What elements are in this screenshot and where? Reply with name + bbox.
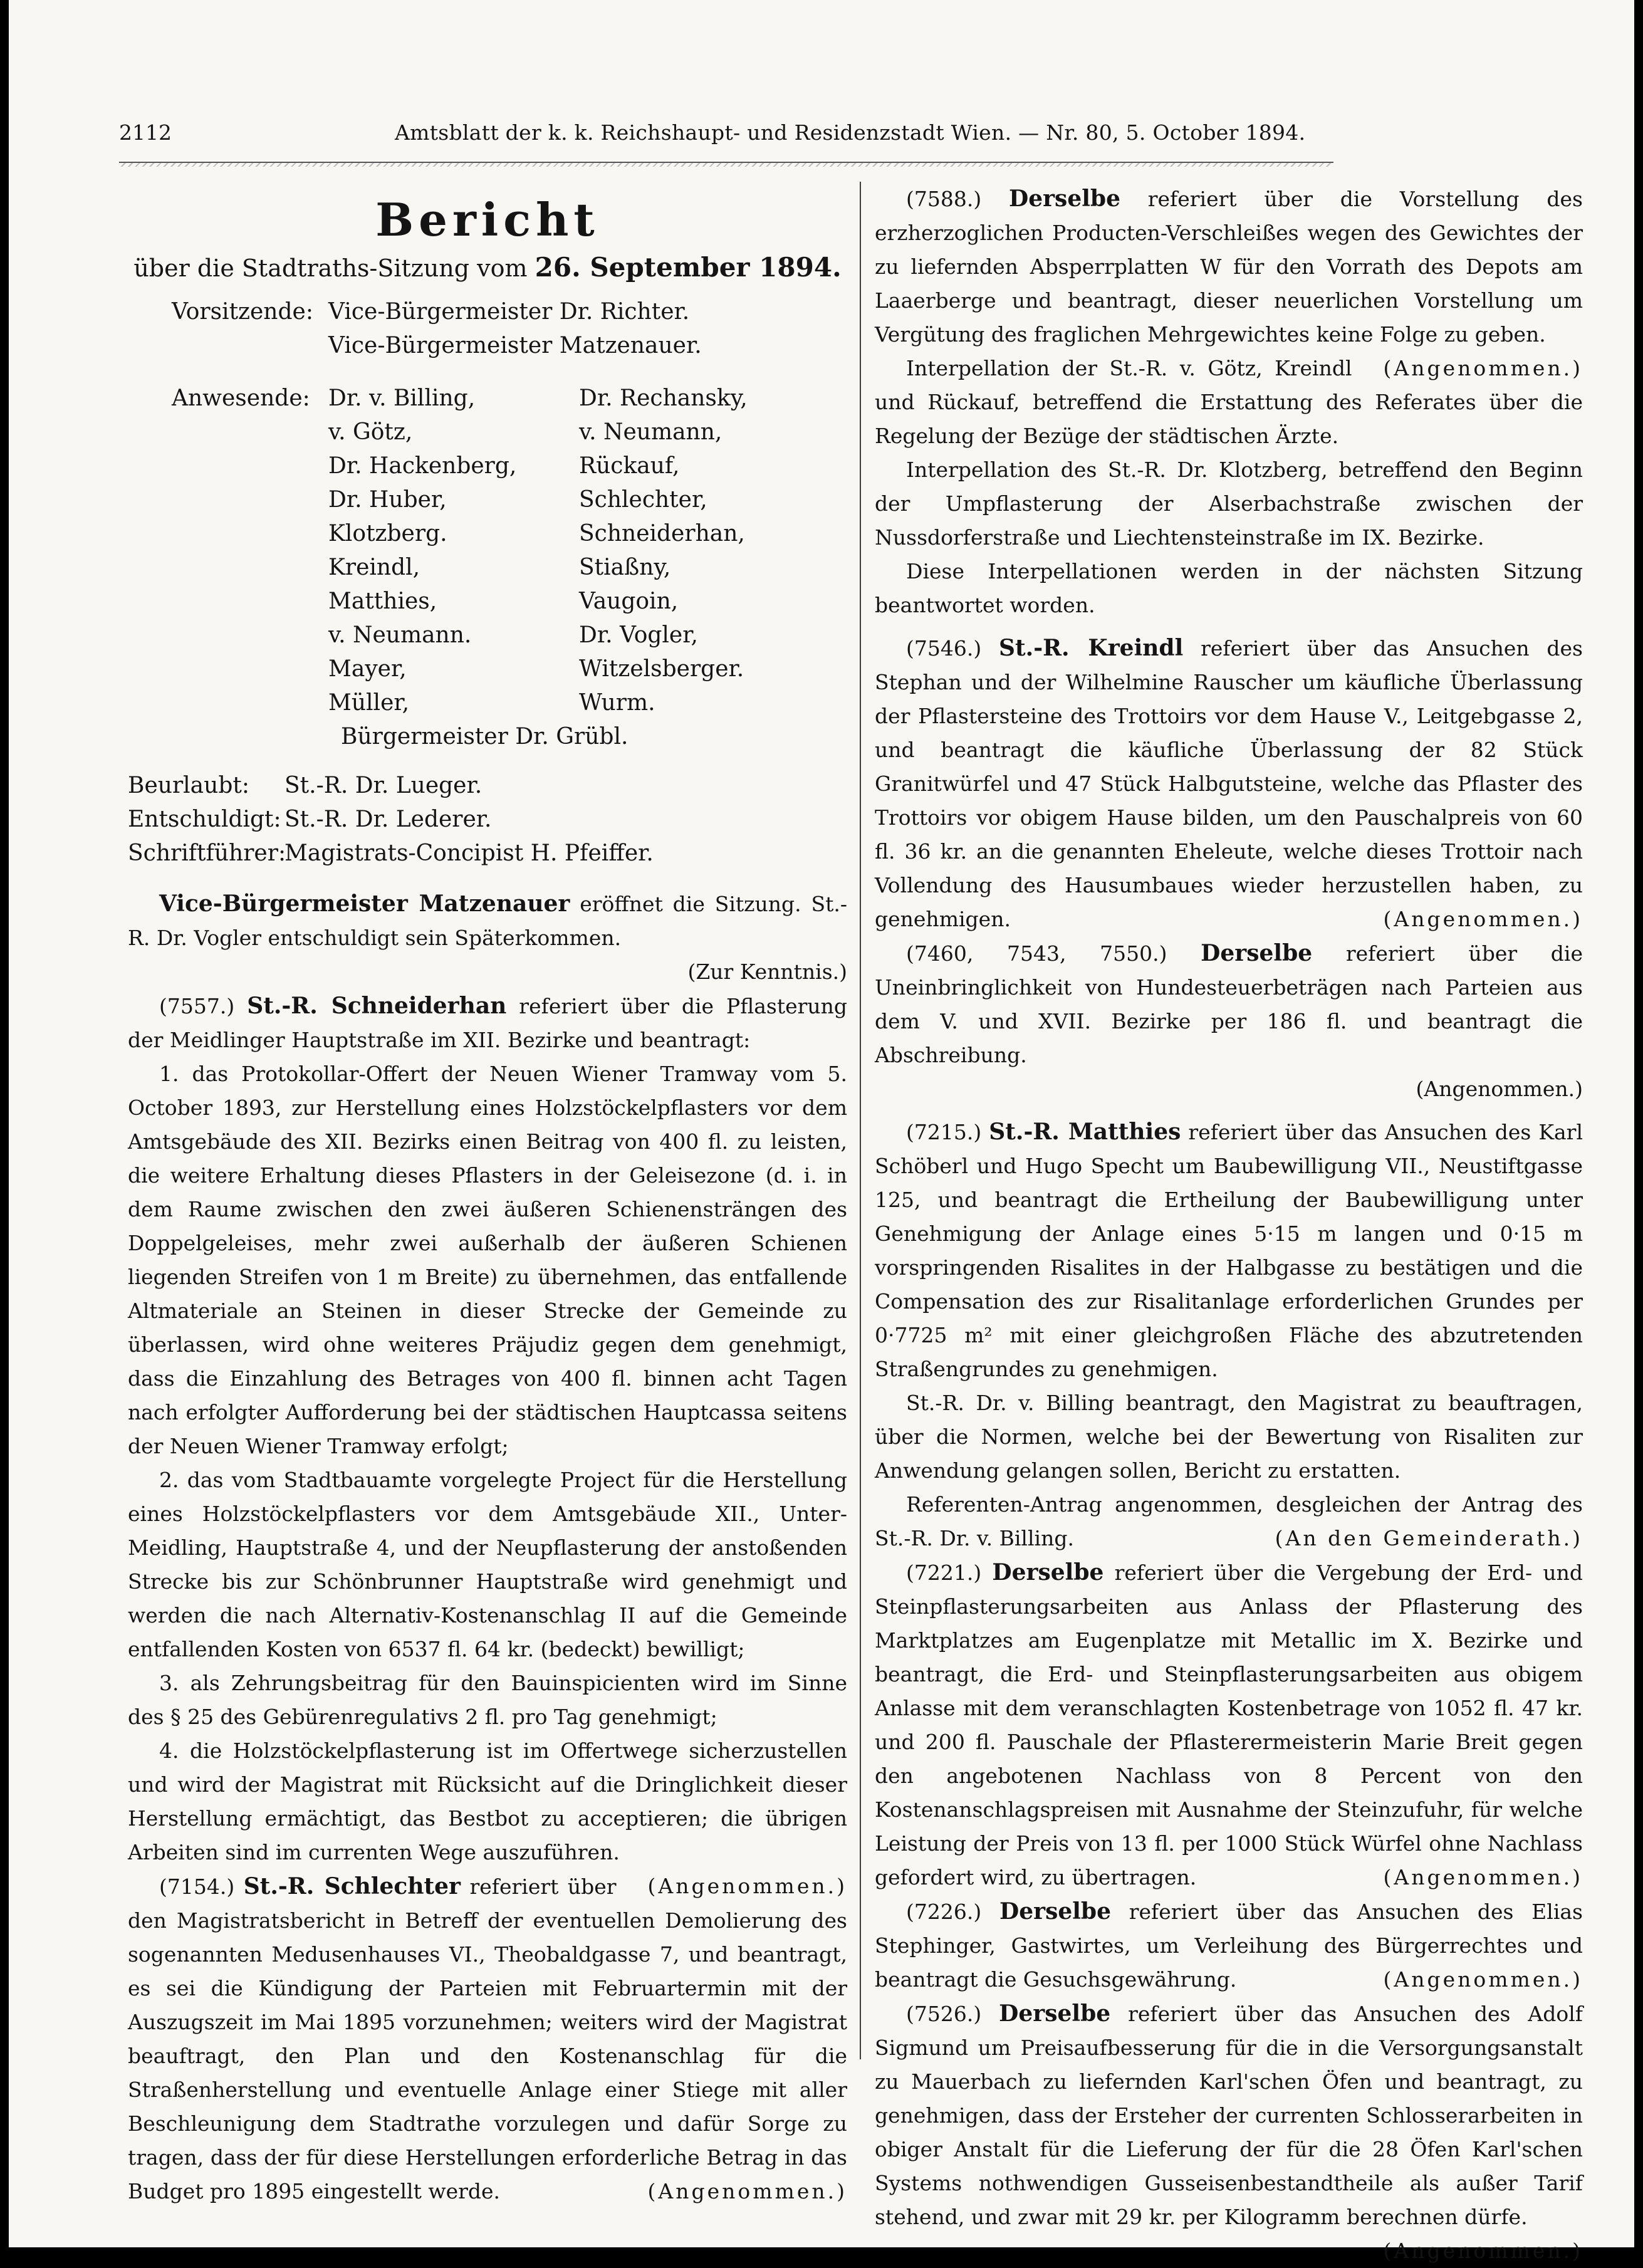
- resolution-note: (Angenommen.): [1383, 907, 1583, 931]
- item-7221: (7221.) Derselbe referiert über die Vergebung der Erd- und Steinpflasterungsarbeiten aus Anlass der Pflasterung des Marktplatzes am Eugenplatze mit Metallic im X. Bezirke und beantragt, die Erd- und Steinpflasterungsarbeiten aus obigem Anlasse mit dem veranschlagten Kostenbetrage von 1052 fl. 47 kr. und 200 fl. Pauschale der Pflasterermeisterin Marie Breit gegen den angebotenen Nachlass von 8 Percent von den Kostenanschlagspreisen mit Ausnahme der Steinzufuhr, für welche Leistung der Preis von 13 fl. per 1000 Stück Würfel ohne Nachlass gefordert wird, zu übertragen. (Angenommen.): [875, 1555, 1583, 1894]
- item-number: (7557.): [159, 994, 235, 1018]
- present-list: [128, 382, 847, 720]
- item-7557-point-1: 1. das Protokollar-Offert der Neuen Wiener Tramway vom 5. October 1893, zur Herstellung eines Holzstöckelpflasters vor dem Amtsgebäude des XII. Bezirks einen Beitrag von 400 fl. zu leisten, die weitere Erhaltung dieses Pflasters in der Geleisezone (d. i. in dem Raume zwischen den zwei äußeren Schienensträngen des Doppelgeleises, mehr zwei außerhalb der äußeren Schienen liegenden Streifen von 1 m Breite) zu übernehmen, das entfallende Altmateriale an Steinen in dieser Strecke der Gemeinde zu überlassen, wird ohne weiteres Präjudiz gegen dem genehmigt, dass die Einzahlung des Betrages von 400 fl. binnen acht Tagen nach erfolgter Aufforderung bei der städtischen Hauptcassa seitens der Neuen Wiener Tramway erfolgt;: [128, 1062, 847, 1458]
- item-7557-point-3: 3. als Zehrungsbeitrag für den Bauinspicienten wird im Sinne des § 25 des Gebürenregulativs 2 fl. pro Tag genehmigt;: [128, 1671, 847, 1729]
- present-row: [128, 585, 847, 619]
- speaker-name: St.-R. Kreindl: [999, 635, 1184, 661]
- member-name: Stiaßny,: [579, 555, 671, 580]
- absent-list: [128, 769, 847, 870]
- item-7215: (7215.) St.-R. Matthies referiert über das Ansuchen des Karl Schöberl und Hugo Specht um Baubewilligung VII., Neustiftgasse 125, und beantragt die Ertheilung der Baubewilligung unter Genehmigung der Anlage eines 5·15 m langen und 0·15 m vorspringenden Risalites in der Halbgasse zu bestätigen und die Compensation des zur Risalitanlage erforderlichen Grundes per 0·7725 m² mit einer gleichgroßen Fläche des abzutretenden Straßengrundes zu genehmigen.: [875, 1119, 1583, 1381]
- absent-name: St.-R. Dr. Lueger.: [284, 773, 482, 798]
- member-name: Dr. Hackenberg,: [328, 453, 517, 479]
- chair-name: Vice-Bürgermeister Dr. Richter.: [328, 299, 690, 325]
- present-row: [128, 652, 847, 686]
- present-row: [128, 382, 847, 415]
- interpellation-1: Interpellation der St.-R. v. Götz, Kreindl und Rückauf, betreffend die Erstattung des Referates über die Regelung der Bezüge der städtischen Ärzte.: [875, 356, 1583, 448]
- member-name: Dr. Vogler,: [579, 622, 698, 648]
- opening-paragraph: Vice-Bürgermeister Matzenauer eröffnet die Sitzung. St.-R. Dr. Vogler entschuldigt sein Späterkommen.: [128, 891, 847, 950]
- item-7546: (7546.) St.-R. Kreindl referiert über das Ansuchen des Stephan und der Wilhelmine Rauscher um käufliche Überlassung der Pflastersteine des Trottoirs vor dem Hause V., Leitgebgasse 2, und beantragt die käufliche Überlassung der 82 Stück Granitwürfel und 47 Stück Halbgutsteine, welche das Pflaster des Trottoirs vor obigem Hause bilden, um den Pauschalpreis von 60 fl. 36 kr. an die genannten Eheleute, welche dieses Trottoir nach Vollendung des Hausumbaues wieder herzustellen haben, zu genehmigen. (Angenommen.): [875, 631, 1583, 936]
- chair-row: [128, 329, 847, 363]
- item-7226: (7226.) Derselbe referiert über das Ansuchen des Elias Stephinger, Gastwirtes, um Verleihung des Bürgerrechtes und beantragt die Gesuchsgewährung. (Angenommen.): [875, 1894, 1583, 1997]
- chair-row: [128, 295, 847, 329]
- chair-name: Vice-Bürgermeister Matzenauer.: [328, 333, 702, 358]
- speaker-name: Derselbe: [1201, 940, 1313, 966]
- resolution-note: (Angenommen.): [1383, 1967, 1583, 1992]
- running-head: Amtsblatt der k. k. Reichshaupt- und Residenzstadt Wien. — Nr. 80, 5. October 1894.: [395, 120, 1306, 145]
- absent-row: [128, 803, 847, 837]
- speaker-name: Derselbe: [999, 2000, 1111, 2027]
- report-title: Bericht: [375, 193, 600, 246]
- item-number: (7215.): [906, 1120, 982, 1144]
- resolution-note: (Angenommen.): [647, 2179, 847, 2203]
- resolution-note: (Angenommen.): [647, 1874, 847, 1898]
- member-name: Rückauf,: [579, 453, 680, 479]
- resolution-note: (Zur Kenntnis.): [687, 959, 847, 984]
- speaker-name: St.-R. Schlechter: [243, 1873, 461, 1900]
- resolution-note: (Angenommen.): [1416, 1077, 1583, 1101]
- present-row: [128, 686, 847, 720]
- member-name: Schlechter,: [579, 487, 707, 513]
- item-number: (7460, 7543, 7550.): [906, 941, 1167, 966]
- item-7557-point-4: 4. die Holzstöckelpflasterung ist im Offertwege sicherzustellen und wird der Magistrat mit Rücksicht auf die Dringlichkeit dieser Herstellung ermächtigt, das Bestbot zu acceptieren; die übrigen Arbeiten sind im currenten Wege auszuführen. (Angenommen.): [128, 1734, 847, 1869]
- member-name: Kreindl,: [328, 555, 420, 580]
- absent-name: Magistrats-Concipist H. Pfeiffer.: [284, 840, 654, 866]
- item-7154: (7154.) St.-R. Schlechter referiert über den Magistratsbericht in Betreff der eventuellen Demolierung des sogenannten Medusenhauses VI., Theobaldgasse 7, und beantragt, es sei die Kündigung der Parteien mit Februartermin mit der Auszugszeit im Mai 1895 vorzunehmen; weiters wird der Magistrat beauftragt, den Plan und den Kostenanschlag für die Straßenherstellung und eventuelle Anlage einer Stiege mit aller Beschleunigung dem Stadtrathe vorzulegen und dafür Sorge zu tragen, dass der für diese Herstellungen erforderliche Betrag in das Budget pro 1895 eingestellt werde. (Angenommen.): [128, 1869, 847, 2208]
- item-7460: (7460, 7543, 7550.) Derselbe referiert über die Uneinbringlichkeit von Hundesteuerbeträgen nach Parteien aus dem V. und XVII. Bezirke per 186 fl. und beantragt die Abschreibung.: [875, 940, 1583, 1067]
- member-name: v. Neumann.: [328, 622, 472, 648]
- present-row: [128, 619, 847, 652]
- member-name: Schneiderhan,: [579, 521, 745, 546]
- member-name: Dr. Rechansky,: [579, 385, 748, 411]
- item-7215-result: Referenten-Antrag angenommen, desgleichen der Antrag des St.-R. Dr. v. Billing. (An den Gemeinderath.): [875, 1488, 1583, 1555]
- absent-label: Beurlaubt:: [128, 773, 249, 798]
- member-name: Wurm.: [579, 690, 655, 716]
- page-number: 2112: [119, 120, 172, 145]
- item-number: (7226.): [906, 1900, 982, 1924]
- speaker-name: Derselbe: [1008, 186, 1120, 212]
- member-name: Matthies,: [328, 588, 437, 614]
- subtitle-prefix: über die Stadtraths-Sitzung vom: [133, 254, 528, 282]
- mayor-name: Bürgermeister Dr. Grübl.: [341, 724, 629, 750]
- item-7588: (7588.) Derselbe referiert über die Vorstellung des erzherzoglichen Producten-Verschleißes wegen des Gewichtes der zu liefernden Absperrplatten W für den Vorrath des Depots am Laaerberge und beantragt, dieser neuerlichen Vorstellung um Vergütung des fraglichen Mehrgewichtes keine Folge zu geben. (Angenommen.): [875, 182, 1583, 352]
- resolution-note: (Angenommen.): [1383, 2239, 1583, 2263]
- resolution-note: (Angenommen.): [1383, 1865, 1583, 1889]
- present-row: [128, 551, 847, 585]
- report-subtitle: [128, 251, 847, 285]
- speaker-name: St.-R. Schneiderhan: [247, 993, 507, 1019]
- item-7526: (7526.) Derselbe referiert über das Ansuchen des Adolf Sigmund um Preisaufbesserung für die in die Versorgungsanstalt zu Mauerbach zu liefernden Karl'schen Öfen und beantragt, zu genehmigen, dass der Ersteher der currenten Schlosserarbeiten in obiger Anstalt für die Lieferung der für die 28 Öfen Karl'schen Systems nothwendigen Gusseisenbestandtheile als außer Tarif stehend, und zwar mit 29 kr. per Kilogramm berechnen dürfe. (Angenommen.): [875, 1997, 1583, 2234]
- page-header: [119, 117, 1333, 154]
- resolution-note: (Angenommen.): [1383, 356, 1583, 380]
- document-page: [9, 0, 1634, 2263]
- member-name: Müller,: [328, 690, 410, 716]
- member-name: Mayer,: [328, 656, 407, 682]
- speaker-name: St.-R. Matthies: [989, 1119, 1181, 1145]
- present-row: [128, 517, 847, 551]
- member-name: Witzelsberger.: [579, 656, 744, 682]
- absent-label: Entschuldigt:: [128, 807, 281, 832]
- speaker-name: Derselbe: [999, 1898, 1111, 1925]
- interpellation-answer: Diese Interpellationen werden in der nächsten Sitzung beantwortet worden.: [875, 559, 1583, 617]
- item-number: (7546.): [906, 636, 982, 661]
- resolution-note: (An den Gemeinderath.): [1275, 1526, 1583, 1550]
- mayor-row: [128, 720, 847, 754]
- right-column: [875, 182, 1583, 2268]
- item-number: (7588.): [906, 187, 982, 211]
- absent-label: Schriftführer:: [128, 840, 286, 866]
- present-label: Anwesende:: [172, 385, 310, 411]
- chair-label: Vorsitzende:: [172, 299, 313, 325]
- subtitle-date: 26. September 1894.: [535, 252, 842, 283]
- interpellation-2: Interpellation des St.-R. Dr. Klotzberg, betreffend den Beginn der Umpflasterung der Alserbachstraße zwischen der Nussdorferstraße und Liechtensteinstraße im IX. Bezirke.: [875, 457, 1583, 550]
- header-rule: [119, 162, 1333, 167]
- item-7215-billing-motion: St.-R. Dr. v. Billing beantragt, den Magistrat zu beauftragen, über die Normen, welche bei der Bewertung von Risaliten zur Anwendung gelangen sollen, Bericht zu erstatten.: [875, 1391, 1583, 1483]
- present-row: [128, 483, 847, 517]
- absent-name: St.-R. Dr. Lederer.: [284, 807, 492, 832]
- left-column: [128, 182, 847, 2208]
- present-row: [128, 449, 847, 483]
- present-row: [128, 415, 847, 449]
- item-number: (7221.): [906, 1560, 982, 1585]
- member-name: v. Neumann,: [579, 419, 722, 445]
- member-name: v. Götz,: [328, 419, 413, 445]
- speaker-name: Derselbe: [992, 1559, 1104, 1586]
- item-7557: (7557.) St.-R. Schneiderhan referiert über die Pflasterung der Meidlinger Hauptstraße im XII. Bezirke und beantragt:: [128, 993, 848, 1052]
- item-7557-point-2: 2. das vom Stadtbauamte vorgelegte Project für die Herstellung eines Holzstöckelpflasters vor dem Amtsgebäude XII., Unter-Meidling, Hauptstraße 4, und der Neupflasterung der anstoßenden Strecke bis zur Schönbrunner Hauptstraße wird genehmigt und werden die nach Alternativ-Kostenanschlag II auf die Gemeinde entfallenden Kosten von 6537 fl. 64 kr. (bedeckt) bewilligt;: [128, 1468, 847, 1661]
- absent-row: [128, 837, 847, 870]
- member-name: Klotzberg.: [328, 521, 447, 546]
- absent-row: [128, 769, 847, 803]
- member-name: Dr. v. Billing,: [328, 385, 476, 411]
- item-number: (7526.): [906, 2002, 982, 2026]
- speaker-name: Vice-Bürgermeister Matzenauer: [159, 891, 570, 917]
- member-name: Dr. Huber,: [328, 487, 447, 513]
- member-name: Vaugoin,: [579, 588, 679, 614]
- item-number: (7154.): [159, 1874, 235, 1899]
- column-divider: [860, 182, 861, 2059]
